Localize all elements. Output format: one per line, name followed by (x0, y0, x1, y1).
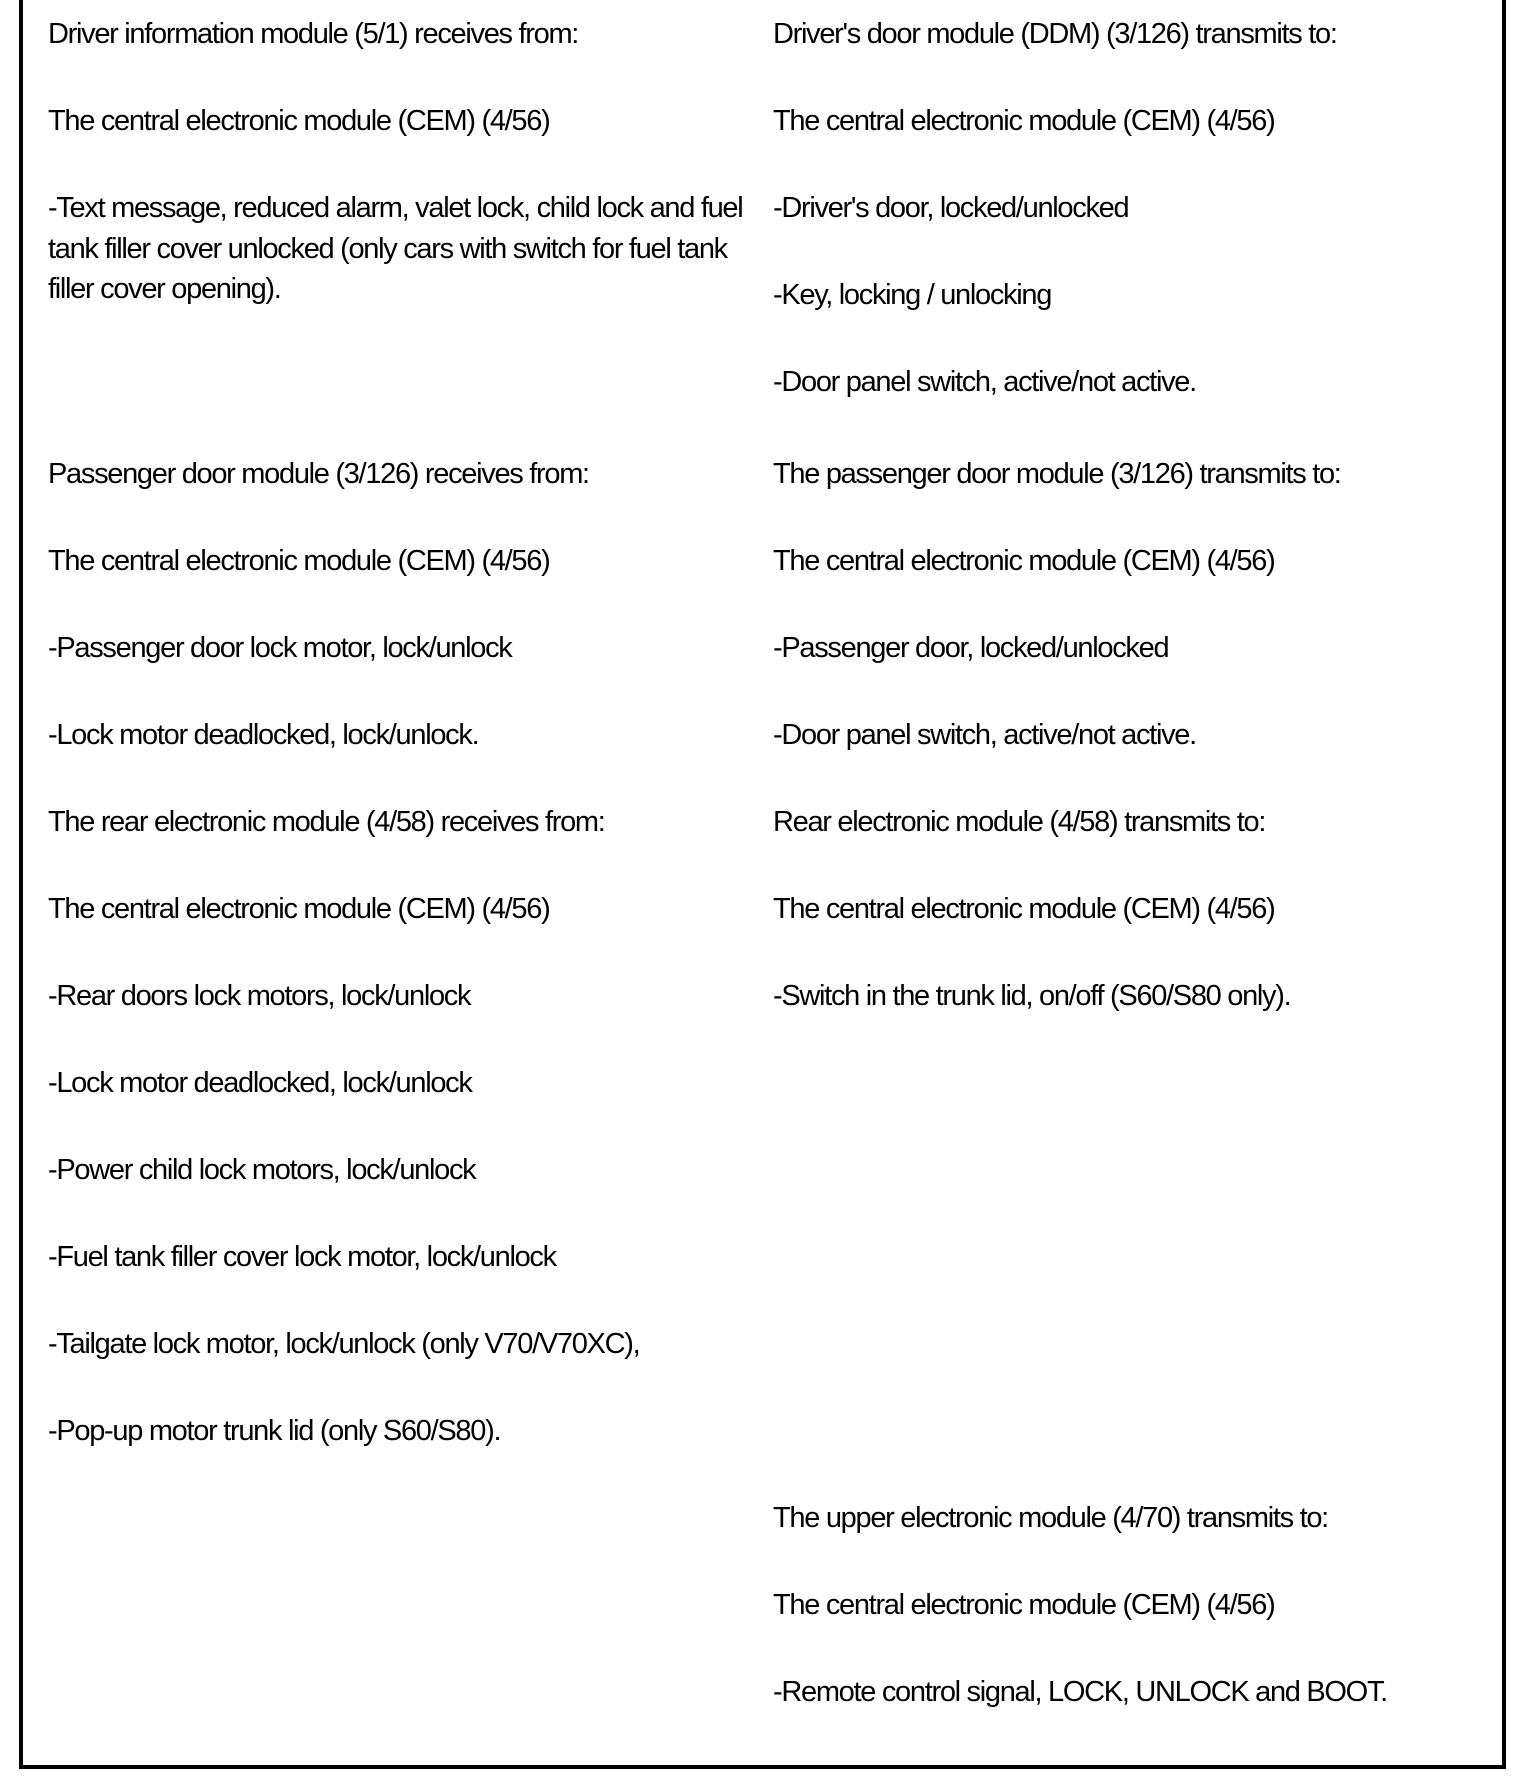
pdm-signal: -Passenger door, locked/unlocked (773, 632, 1169, 664)
document-frame (19, 0, 1506, 1769)
rear-signal: -Power child lock motors, lock/unlock (48, 1154, 476, 1186)
rear-signal: -Rear doors lock motors, lock/unlock (48, 980, 471, 1012)
rear-signal: -Fuel tank filler cover lock motor, lock/unlock (48, 1241, 556, 1273)
pdm-signal: -Door panel switch, active/not active. (773, 719, 1196, 751)
rear-source: The central electronic module (CEM) (4/56) (48, 893, 550, 925)
rem-heading: Rear electronic module (4/58) transmits to: (773, 806, 1266, 838)
passenger-signal: -Lock motor deadlocked, lock/unlock. (48, 719, 479, 751)
ddm-signal: -Door panel switch, active/not active. (773, 366, 1196, 398)
uem-target: The central electronic module (CEM) (4/56) (773, 1589, 1275, 1621)
rear-signal: -Pop-up motor trunk lid (only S60/S80). (48, 1415, 501, 1447)
ddm-signal: -Key, locking / unlocking (773, 279, 1052, 311)
ddm-signal: -Driver's door, locked/unlocked (773, 192, 1129, 224)
ddm-target: The central electronic module (CEM) (4/56) (773, 105, 1275, 137)
uem-signal: -Remote control signal, LOCK, UNLOCK and BOOT. (773, 1676, 1387, 1708)
pdm-target: The central electronic module (CEM) (4/56) (773, 545, 1275, 577)
driver-info-source: The central electronic module (CEM) (4/56) (48, 105, 550, 137)
uem-heading: The upper electronic module (4/70) transmits to: (773, 1502, 1328, 1534)
passenger-source: The central electronic module (CEM) (4/56) (48, 545, 550, 577)
rear-signal: -Tailgate lock motor, lock/unlock (only V70/V70XC), (48, 1328, 640, 1360)
rear-signal: -Lock motor deadlocked, lock/unlock (48, 1067, 472, 1099)
driver-info-heading: Driver information module (5/1) receives from: (48, 18, 579, 50)
driver-info-signal: -Text message, reduced alarm, valet lock, child lock and fuel tank filler cover unlocked (only cars with switch for fuel tank filler cover opening). (48, 192, 743, 305)
passenger-signal: -Passenger door lock motor, lock/unlock (48, 632, 512, 664)
passenger-heading: Passenger door module (3/126) receives from: (48, 458, 589, 490)
ddm-heading: Driver's door module (DDM) (3/126) transmits to: (773, 18, 1337, 50)
rem-target: The central electronic module (CEM) (4/56) (773, 893, 1275, 925)
rear-heading: The rear electronic module (4/58) receives from: (48, 806, 605, 838)
rem-signal: -Switch in the trunk lid, on/off (S60/S80 only). (773, 980, 1291, 1012)
pdm-heading: The passenger door module (3/126) transmits to: (773, 458, 1341, 490)
